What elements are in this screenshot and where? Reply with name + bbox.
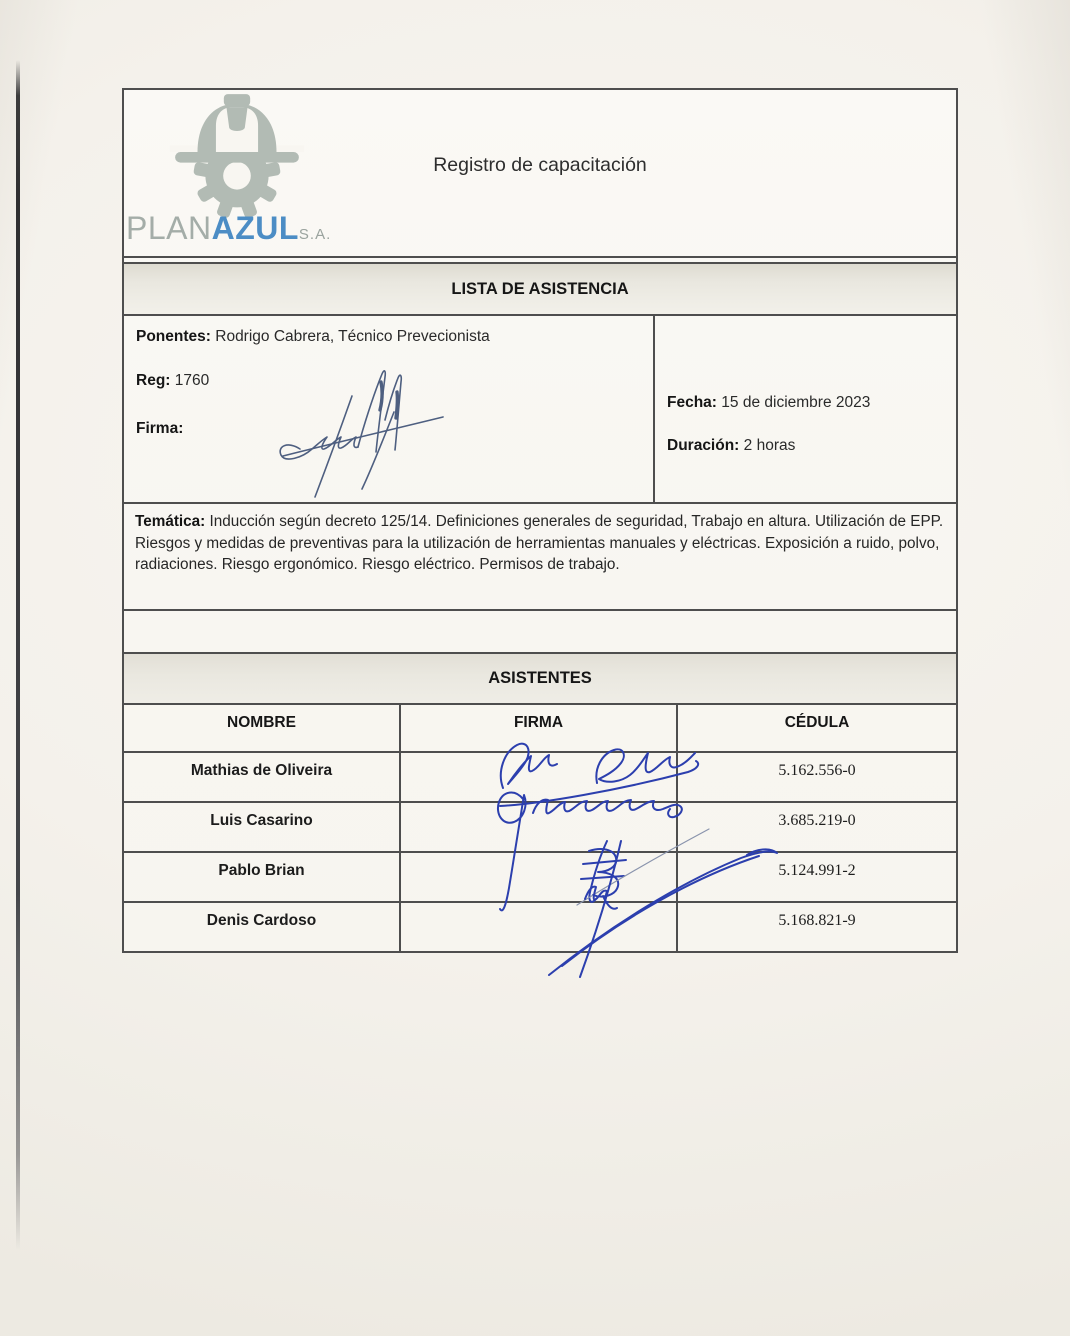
date-cell [655, 316, 956, 502]
tematica-label: Temática: [135, 513, 206, 530]
attendee-cedula: 5.124.991-2 [778, 862, 856, 879]
ponentes-value: Rodrigo Cabrera, Técnico Prevecionista [215, 328, 490, 345]
table-row [124, 853, 956, 903]
section-title-asistentes: ASISTENTES [124, 654, 956, 705]
attendee-name: Mathias de Oliveira [124, 753, 401, 801]
attendee-signature-cell [401, 803, 678, 851]
col-header-cedula: CÉDULA [784, 714, 850, 731]
col-header-firma: FIRMA [401, 705, 678, 751]
presenter-cell [124, 316, 655, 502]
attendee-signature-cell [401, 903, 678, 951]
attendee-signature-cell [401, 853, 678, 901]
attendee-cedula: 5.162.556-0 [778, 762, 856, 779]
fecha-label: Fecha: [667, 394, 717, 411]
fecha-value: 15 de diciembre 2023 [721, 394, 871, 411]
fecha-line [667, 394, 956, 412]
duracion-label: Duración: [667, 437, 740, 454]
brand-azul: AZUL [211, 210, 299, 246]
table-row [124, 903, 956, 951]
document-title: Registro de capacitación [433, 154, 647, 176]
attendee-signature-cell [401, 753, 678, 801]
brand-wordmark [126, 210, 331, 247]
tematica-paragraph [124, 504, 956, 611]
form-header [124, 90, 956, 258]
attendee-name: Pablo Brian [124, 853, 401, 901]
tematica-value: Inducción según decreto 125/14. Definiciones generales de seguridad, Trabajo en altura. Utilización de EPP. Riesgos y medidas de preventivas para la utilización de herramientas manuales y eléctricas. Exposición a ruido, polvo, radiaciones. Riesgo ergonómico. Riesgo eléctrico. Permisos de trabajo. [135, 513, 944, 573]
reg-label: Reg: [136, 372, 171, 389]
ponentes-line [136, 328, 653, 346]
firma-line [136, 420, 653, 438]
col-header-nombre: NOMBRE [124, 705, 401, 751]
attendee-name: Luis Casarino [124, 803, 401, 851]
table-row [124, 803, 956, 853]
reg-value: 1760 [174, 372, 210, 389]
attendee-name: Denis Cardoso [124, 903, 401, 951]
reg-line [136, 372, 653, 390]
session-info-block [124, 316, 956, 504]
duracion-line [667, 437, 956, 455]
attendees-header-row [124, 705, 956, 753]
ponentes-label: Ponentes: [136, 328, 211, 345]
brand-sa: S.A. [298, 226, 332, 243]
section-title-lista-de-asistencia: LISTA DE ASISTENCIA [124, 262, 956, 316]
training-record-form [122, 88, 958, 953]
attendee-cedula: 3.685.219-0 [778, 812, 856, 829]
duracion-value: 2 horas [743, 437, 796, 454]
scan-edge-artifact [16, 60, 20, 1250]
brand-plan: PLAN [126, 210, 212, 246]
table-row [124, 753, 956, 803]
attendee-cedula: 5.168.821-9 [778, 912, 856, 929]
empty-row [124, 611, 956, 654]
firma-label: Firma: [136, 420, 184, 437]
